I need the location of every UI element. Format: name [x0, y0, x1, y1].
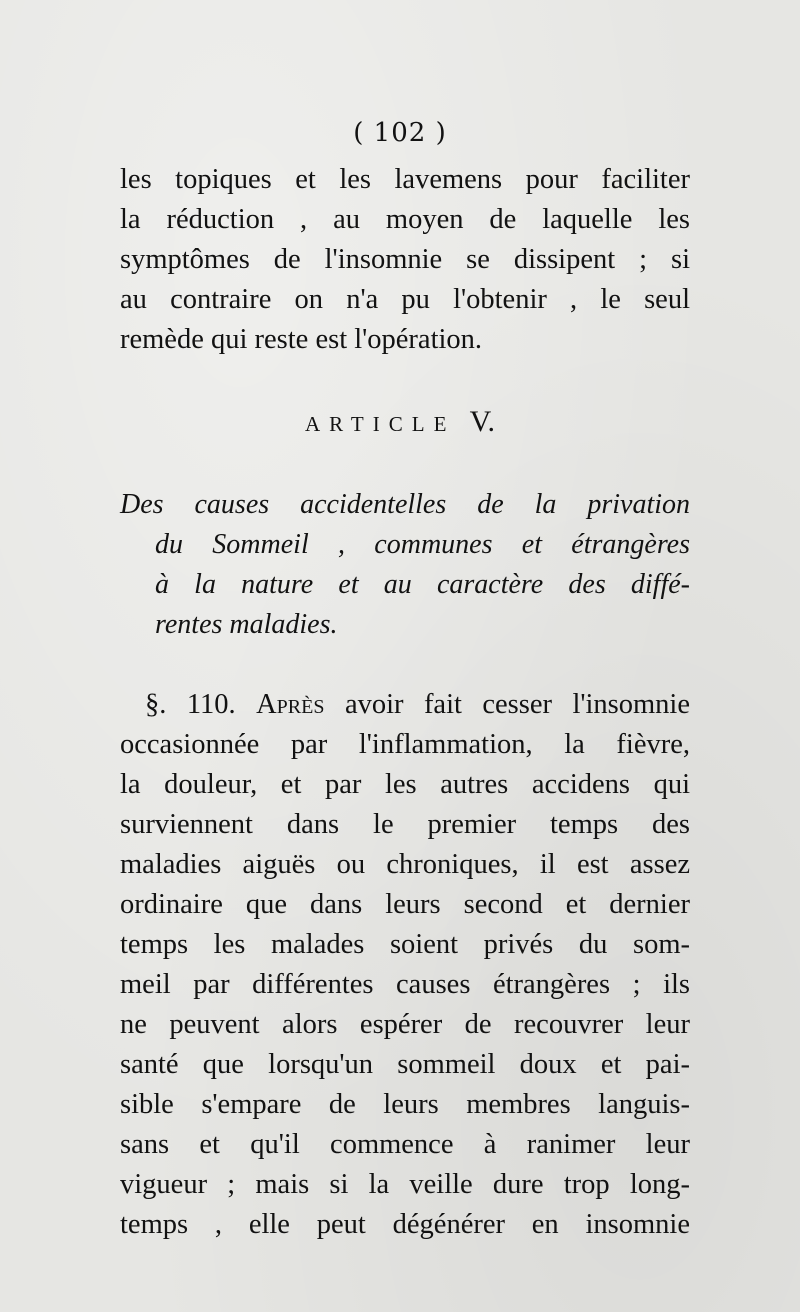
paragraph-2-line: vigueur ; mais si la veille dure trop long-: [120, 1169, 690, 1200]
section-mark: §. 110.: [145, 689, 236, 720]
paragraph-2-line: occasionnée par l'inflammation, la fièvre,: [120, 729, 690, 760]
paragraph-2-line: temps les malades soient privés du som-: [120, 929, 690, 960]
paragraph-2-line: surviennent dans le premier temps des: [120, 809, 690, 840]
paragraph-1-line: remède qui reste est l'opération.: [120, 324, 483, 355]
page-number: ( 102 ): [353, 118, 447, 148]
paragraph-2-line: santé que lorsqu'un sommeil doux et pai-: [120, 1049, 690, 1080]
section-title-line: du Sommeil , communes et étrangères: [155, 529, 690, 560]
paragraph-2-line: ordinaire que dans leurs second et dernier: [120, 889, 690, 920]
paragraph-2-line: sans et qu'il commence à ranimer leur: [120, 1129, 690, 1160]
paragraph-2-first-line: [145, 685, 690, 725]
paragraph-2-line: sible s'empare de leurs membres languis-: [120, 1089, 690, 1120]
section-title-line: rentes maladies.: [155, 609, 338, 640]
paragraph-2-line: temps , elle peut dégénérer en insomnie: [120, 1209, 690, 1240]
article-number: V.: [469, 405, 495, 438]
paragraph-2-line: ne peuvent alors espérer de recouvrer leur: [120, 1009, 690, 1040]
paragraph-2-line: la douleur, et par les autres accidens qui: [120, 769, 690, 800]
paragraph-1-line: les topiques et les lavemens pour faciliter: [120, 164, 690, 195]
paragraph-1-line: symptômes de l'insomnie se dissipent ; si: [120, 244, 690, 275]
paragraph-2-line: avoir fait cesser l'insomnie: [344, 689, 690, 720]
article-label: ARTICLE: [305, 412, 456, 436]
paragraph-1-line: la réduction , au moyen de laquelle les: [120, 204, 690, 235]
section-title-line: à la nature et au caractère des diffé-: [155, 569, 690, 600]
section-title-line: Des causes accidentelles de la privation: [120, 489, 690, 520]
first-word: Après: [256, 689, 325, 720]
paragraph-1-line: au contraire on n'a pu l'obtenir , le seul: [120, 284, 690, 315]
paragraph-2-line: meil par différentes causes étrangères ; ils: [120, 969, 690, 1000]
paragraph-2-line: maladies aiguës ou chroniques, il est assez: [120, 849, 690, 880]
article-heading: [0, 405, 800, 439]
